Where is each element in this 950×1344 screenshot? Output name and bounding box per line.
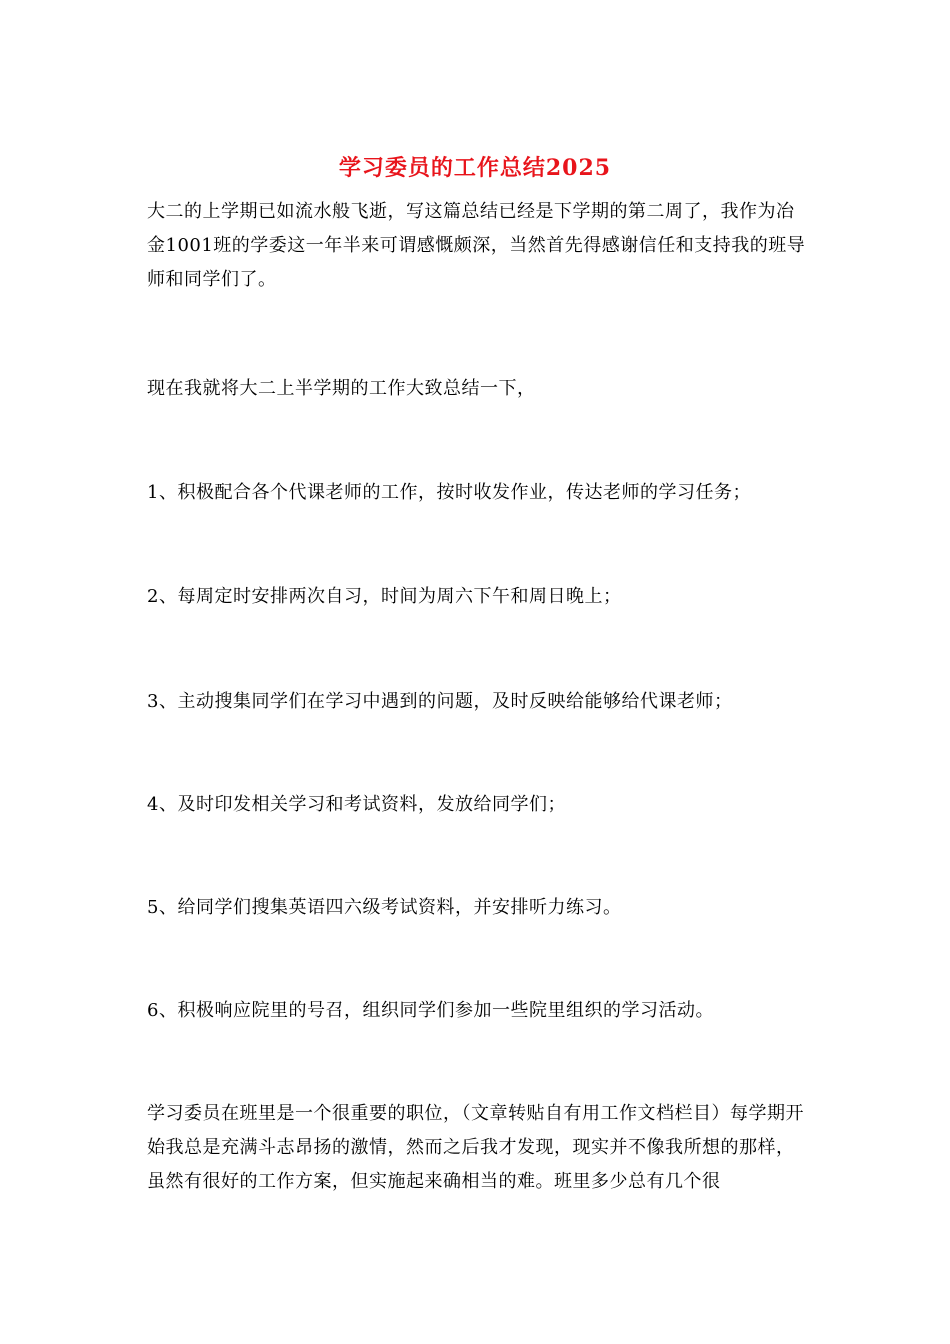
- paragraph-reflection: 学习委员在班里是一个很重要的职位，（文章转贴自有用工作文档栏目）每学期开始我总是充满斗志昂扬的激情，然而之后我才发现，现实并不像我所想的那样，虽然有很好的工作方案，但实施起来确相当的难。班里多少总有几个很: [147, 1103, 804, 1192]
- paragraph-intro: 大二的上学期已如流水般飞逝，写这篇总结已经是下学期的第二周了，我作为冶金1001班的学委这一年半来可谓感慨颇深，当然首先得感谢信任和支持我的班导师和同学们了。: [147, 201, 806, 290]
- list-item-4: 4、及时印发相关学习和考试资料，发放给同学们；: [147, 794, 566, 815]
- list-item-3: 3、主动搜集同学们在学习中遇到的问题，及时反映给能够给代课老师；: [147, 691, 733, 712]
- list-item-6: 6、积极响应院里的号召，组织同学们参加一些院里组织的学习活动。: [147, 1000, 714, 1021]
- document-title: 学习委员的工作总结2025: [338, 155, 612, 181]
- list-item-1: 1、积极配合各个代课老师的工作，按时收发作业，传达老师的学习任务；: [147, 482, 751, 503]
- paragraph-summary-lead: 现在我就将大二上半学期的工作大致总结一下，: [147, 378, 536, 399]
- list-item-5: 5、给同学们搜集英语四六级考试资料，并安排听力练习。: [147, 897, 622, 918]
- list-item-2: 2、每周定时安排两次自习，时间为周六下午和周日晚上；: [147, 586, 622, 607]
